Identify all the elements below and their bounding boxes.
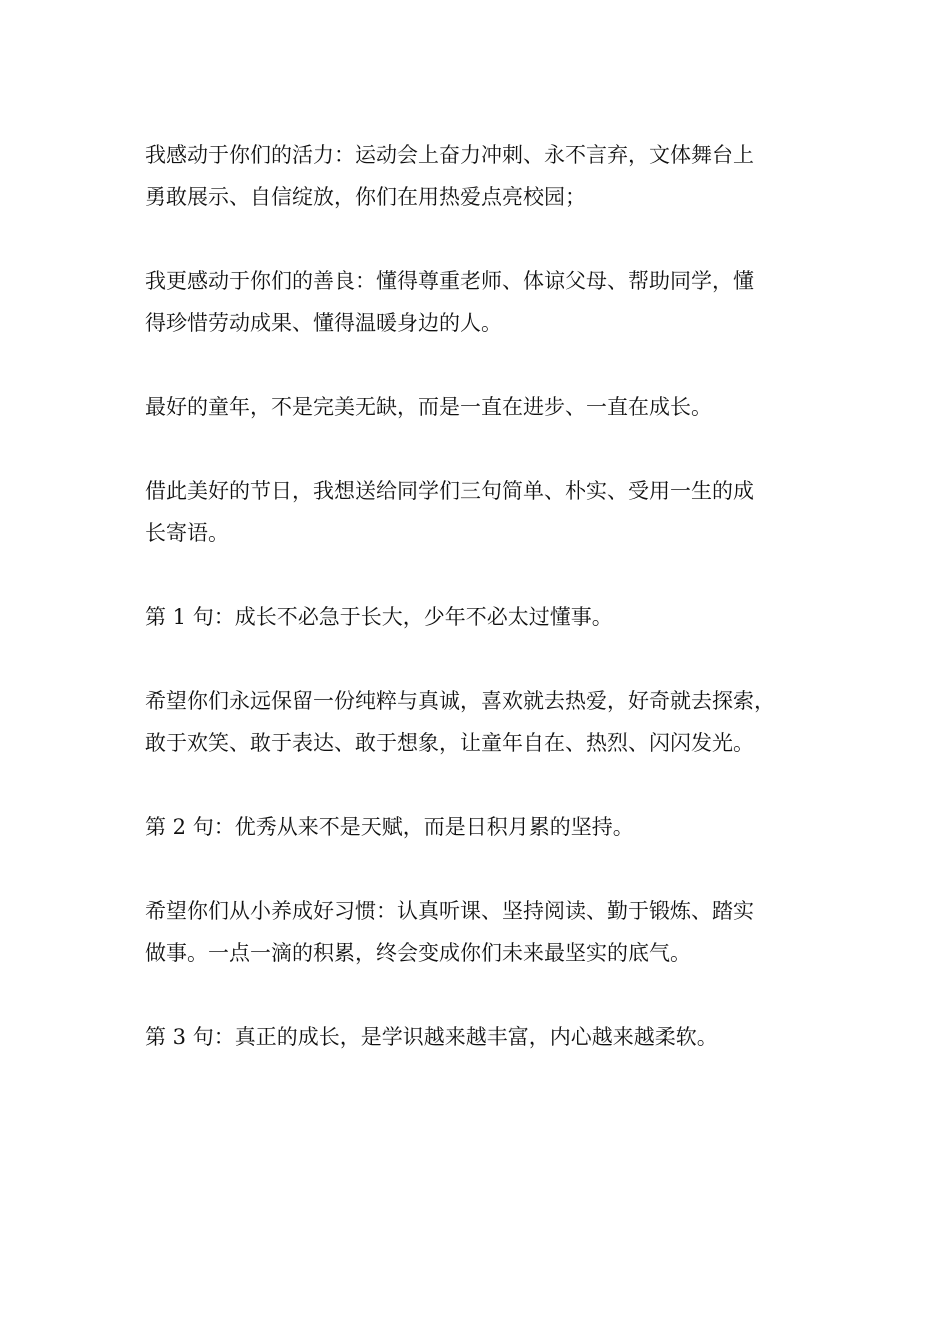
text-line: 勇敢展示、自信绽放，你们在用热爱点亮校园； [145, 185, 586, 209]
paragraph-spacer [145, 638, 825, 680]
text-line: 借此美好的节日，我想送给同学们三句简单、朴实、受用一生的成 [145, 479, 754, 503]
text-line: 希望你们从小养成好习惯：认真听课、坚持阅读、勤于锻炼、踏实 [145, 899, 754, 923]
paragraph-message-3-heading [145, 1016, 825, 1058]
paragraph-kindness [145, 260, 825, 344]
paragraph-spacer [145, 218, 825, 260]
paragraph-spacer [145, 554, 825, 596]
paragraph-spacer [145, 764, 825, 806]
text-line: 敢于欢笑、敢于表达、敢于想象，让童年自在、热烈、闪闪发光。 [145, 731, 754, 755]
text-line: 长寄语。 [145, 521, 229, 545]
paragraph-spacer [145, 848, 825, 890]
paragraph-message-1-body [145, 680, 825, 764]
paragraph-vitality [145, 134, 825, 218]
paragraph-message-2-body [145, 890, 825, 974]
text-line: 最好的童年，不是完美无缺，而是一直在进步、一直在成长。 [145, 395, 712, 419]
text-line: 第 1 句：成长不必急于长大，少年不必太过懂事。 [145, 605, 613, 629]
paragraph-best-childhood [145, 386, 825, 428]
paragraph-three-messages [145, 470, 825, 554]
document-body [145, 134, 825, 1058]
text-line: 做事。一点一滴的积累，终会变成你们未来最坚实的底气。 [145, 941, 691, 965]
text-line: 第 2 句：优秀从来不是天赋，而是日积月累的坚持。 [145, 815, 634, 839]
paragraph-spacer [145, 974, 825, 1016]
text-line: 希望你们永远保留一份纯粹与真诚，喜欢就去热爱，好奇就去探索， [145, 689, 775, 713]
text-line: 得珍惜劳动成果、懂得温暖身边的人。 [145, 311, 502, 335]
text-line: 第 3 句：真正的成长，是学识越来越丰富，内心越来越柔软。 [145, 1025, 718, 1049]
paragraph-spacer [145, 344, 825, 386]
paragraph-message-2-heading [145, 806, 825, 848]
text-line: 我更感动于你们的善良：懂得尊重老师、体谅父母、帮助同学，懂 [145, 269, 754, 293]
paragraph-message-1-heading [145, 596, 825, 638]
paragraph-spacer [145, 428, 825, 470]
text-line: 我感动于你们的活力：运动会上奋力冲刺、永不言弃，文体舞台上 [145, 143, 754, 167]
